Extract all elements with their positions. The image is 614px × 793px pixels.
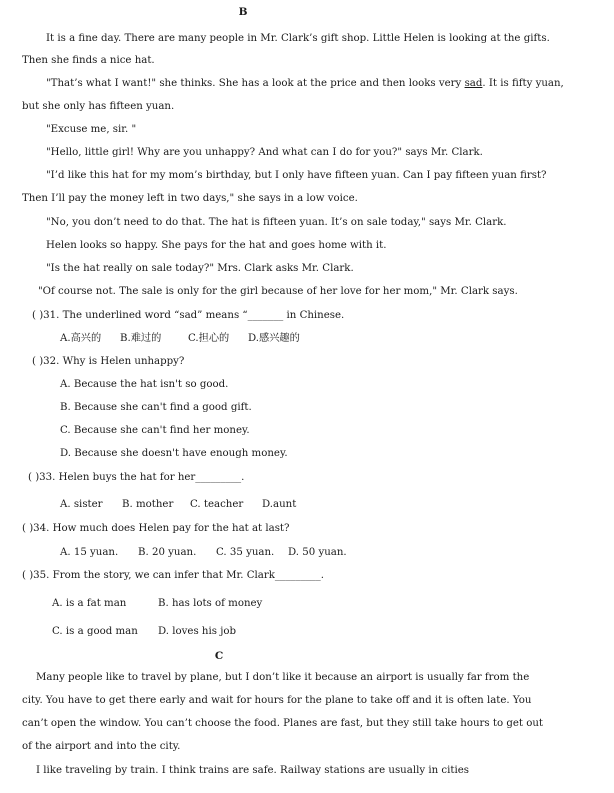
question-33: ( )33. Helen buys the hat for her_________. (28, 472, 245, 483)
option: A. is a fat man (52, 598, 127, 609)
paragraph-line: Then she finds a nice hat. (22, 55, 155, 66)
paragraph-line: "Excuse me, sir. " (46, 124, 137, 135)
paragraph-line: can’t open the window. You can’t choose the food. Planes are fast, but they still take hours to get out (22, 718, 544, 729)
text-run: "That’s what I want!" she thinks. She has a look at the price and then looks very (46, 78, 462, 89)
section-b-heading: B (238, 6, 248, 18)
option: A.高兴的 (60, 333, 102, 344)
paragraph-line: city. You have to get there early and wait for hours for the plane to take off and it is often late. You (22, 695, 532, 706)
option: C.担心的 (188, 333, 230, 344)
paragraph-line: Then I’ll pay the money left in two days," she says in a low voice. (22, 193, 358, 204)
paragraph-line: I like traveling by train. I think trains are safe. Railway stations are usually in cities (36, 765, 469, 776)
option: A. sister (60, 499, 103, 510)
text-run: . It is fifty yuan, (482, 78, 564, 89)
paragraph-line: Helen looks so happy. She pays for the hat and goes home with it. (46, 240, 387, 251)
paragraph-line-with-underline (46, 77, 564, 91)
paragraph-line: but she only has fifteen yuan. (22, 101, 175, 112)
option: B. mother (122, 499, 174, 510)
question-34: ( )34. How much does Helen pay for the hat at last? (22, 523, 290, 534)
section-c-heading: C (214, 650, 224, 662)
option: B. has lots of money (158, 598, 263, 609)
option: D. loves his job (158, 626, 237, 637)
paragraph-line: "Hello, little girl! Why are you unhappy? And what can I do for you?" says Mr. Clark. (46, 147, 483, 158)
option: D.aunt (262, 499, 297, 510)
question-35: ( )35. From the story, we can infer that Mr. Clark_________. (22, 570, 324, 581)
option: D.感兴趣的 (248, 333, 300, 344)
paragraph-line: "I’d like this hat for my mom’s birthday, but I only have fifteen yuan. Can I pay fifteen yuan first? (46, 170, 547, 181)
paragraph-line: "No, you don’t need to do that. The hat is fifteen yuan. It’s on sale today," says Mr. Clark. (46, 217, 507, 228)
option: A. 15 yuan. (60, 547, 119, 558)
option: C. is a good man (52, 626, 138, 637)
option: B. Because she can't find a good gift. (60, 402, 252, 413)
underlined-word: sad (464, 78, 483, 89)
paragraph-line: Many people like to travel by plane, but I don’t like it because an airport is usually far from the (36, 672, 530, 683)
option: D. Because she doesn't have enough money. (60, 448, 288, 459)
option: D. 50 yuan. (288, 547, 347, 558)
option: C. 35 yuan. (216, 547, 275, 558)
option: B.难过的 (120, 333, 162, 344)
paragraph-line: "Is the hat really on sale today?" Mrs. Clark asks Mr. Clark. (46, 263, 354, 274)
question-32: ( )32. Why is Helen unhappy? (32, 356, 185, 367)
option: A. Because the hat isn't so good. (60, 379, 229, 390)
question-31: ( )31. The underlined word “sad” means “_______ in Chinese. (32, 310, 345, 321)
option: C. Because she can't find her money. (60, 425, 250, 436)
option: B. 20 yuan. (138, 547, 197, 558)
paragraph-line: "Of course not. The sale is only for the girl because of her love for her mom," Mr. Clark says. (38, 286, 518, 297)
paragraph-line: of the airport and into the city. (22, 741, 181, 752)
paragraph-line: It is a fine day. There are many people in Mr. Clark’s gift shop. Little Helen is looking at the gifts. (46, 33, 550, 44)
option: C. teacher (190, 499, 244, 510)
